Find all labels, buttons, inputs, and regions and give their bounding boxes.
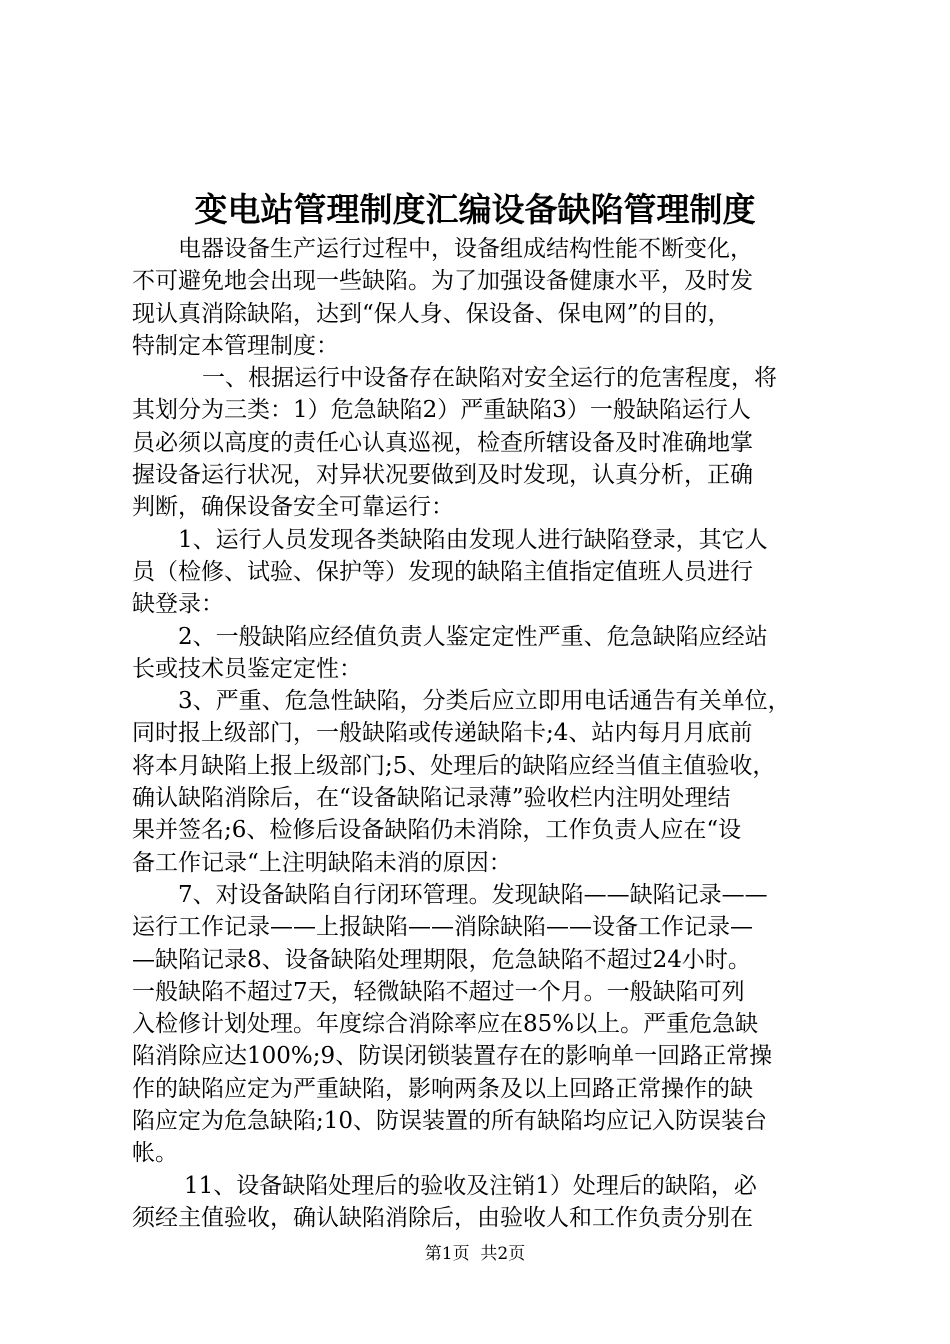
paragraph-line: 帐。 (132, 1140, 178, 1167)
paragraph-line: 7、对设备缺陷自行闭环管理。发现缺陷——缺陷记录—— (178, 881, 768, 908)
paragraph-line: 确认缺陷消除后，在“设备缺陷记录薄”验收栏内注明处理结 (132, 785, 731, 812)
paragraph-line: 陷应定为危急缺陷;10、防误装置的所有缺陷均应记入防误装台 (132, 1108, 768, 1135)
paragraph (132, 362, 832, 523)
paragraph (132, 879, 832, 1170)
paragraph-line: 2、一般缺陷应经值负责人鉴定定性严重、危急缺陷应经站 (178, 623, 768, 650)
paragraph-line: 同时报上级部门，一般缺陷或传递缺陷卡;4、站内每月月底前 (132, 720, 753, 747)
document-title: 变电站管理制度汇编设备缺陷管理制度 (194, 190, 756, 229)
paragraph-line: 长或技术员鉴定定性： (132, 655, 362, 682)
paragraph-line: 3、严重、危急性缺陷，分类后应立即用电话通告有关单位， (178, 688, 791, 715)
paragraph-line: —缺陷记录8、设备缺陷处理期限，危急缺陷不超过24小时。 (132, 946, 751, 973)
paragraph-line: 一般缺陷不超过7天，轻微缺陷不超过一个月。一般缺陷可列 (132, 978, 745, 1005)
paragraph (132, 685, 832, 879)
paragraph (132, 524, 832, 621)
paragraph-line: 运行工作记录——上报缺陷——消除缺陷——设备工作记录— (132, 914, 753, 941)
paragraph-line: 员必须以高度的责任心认真巡视，检查所辖设备及时准确地掌 (132, 429, 753, 456)
paragraph-line: 将本月缺陷上报上级部门;5、处理后的缺陷应经当值主值验收， (132, 752, 776, 779)
paragraph-line: 作的缺陷应定为严重缺陷，影响两条及以上回路正常操作的缺 (132, 1075, 753, 1102)
paragraph-line: 1、运行人员发现各类缺陷由发现人进行缺陷登录，其它人 (178, 526, 768, 553)
paragraph-line: 判断，确保设备安全可靠运行： (132, 494, 454, 521)
page-footer: 第1页 共2页 (424, 1244, 526, 1264)
paragraph (132, 233, 832, 362)
paragraph-line: 员（检修、试验、保护等）发现的缺陷主值指定值班人员进行 (132, 558, 753, 585)
paragraph (132, 621, 832, 686)
document-body (132, 233, 832, 1234)
paragraph-line: 一、根据运行中设备存在缺陷对安全运行的危害程度，将 (202, 365, 777, 392)
paragraph-line: 果并签名;6、检修后设备缺陷仍未消除，工作负责人应在“设 (132, 817, 742, 844)
paragraph-line: 特制定本管理制度： (132, 332, 339, 359)
paragraph-line: 不可避免地会出现一些缺陷。为了加强设备健康水平，及时发 (132, 268, 753, 295)
paragraph-line: 其划分为三类：1）危急缺陷2）严重缺陷3）一般缺陷运行人 (132, 397, 751, 424)
paragraph-line: 陷消除应达100%;9、防误闭锁装置存在的影响单一回路正常操 (132, 1043, 773, 1070)
paragraph-line: 入检修计划处理。年度综合消除率应在85%以上。严重危急缺 (132, 1011, 759, 1038)
paragraph-line: 电器设备生产运行过程中，设备组成结构性能不断变化， (178, 236, 753, 262)
paragraph-line: 现认真消除缺陷，达到“保人身、保设备、保电网”的目的， (132, 300, 731, 327)
paragraph-line: 备工作记录“上注明缺陷未消的原因： (132, 849, 512, 876)
paragraph-line: 缺登录： (132, 591, 224, 618)
paragraph-line: 握设备运行状况，对异状况要做到及时发现，认真分析，正确 (132, 462, 753, 489)
paragraph (132, 1170, 832, 1235)
paragraph-line: 11、设备缺陷处理后的验收及注销1）处理后的缺陷，必 (184, 1172, 757, 1199)
paragraph-line: 须经主值验收，确认缺陷消除后，由验收人和工作负责分别在 (132, 1204, 753, 1231)
